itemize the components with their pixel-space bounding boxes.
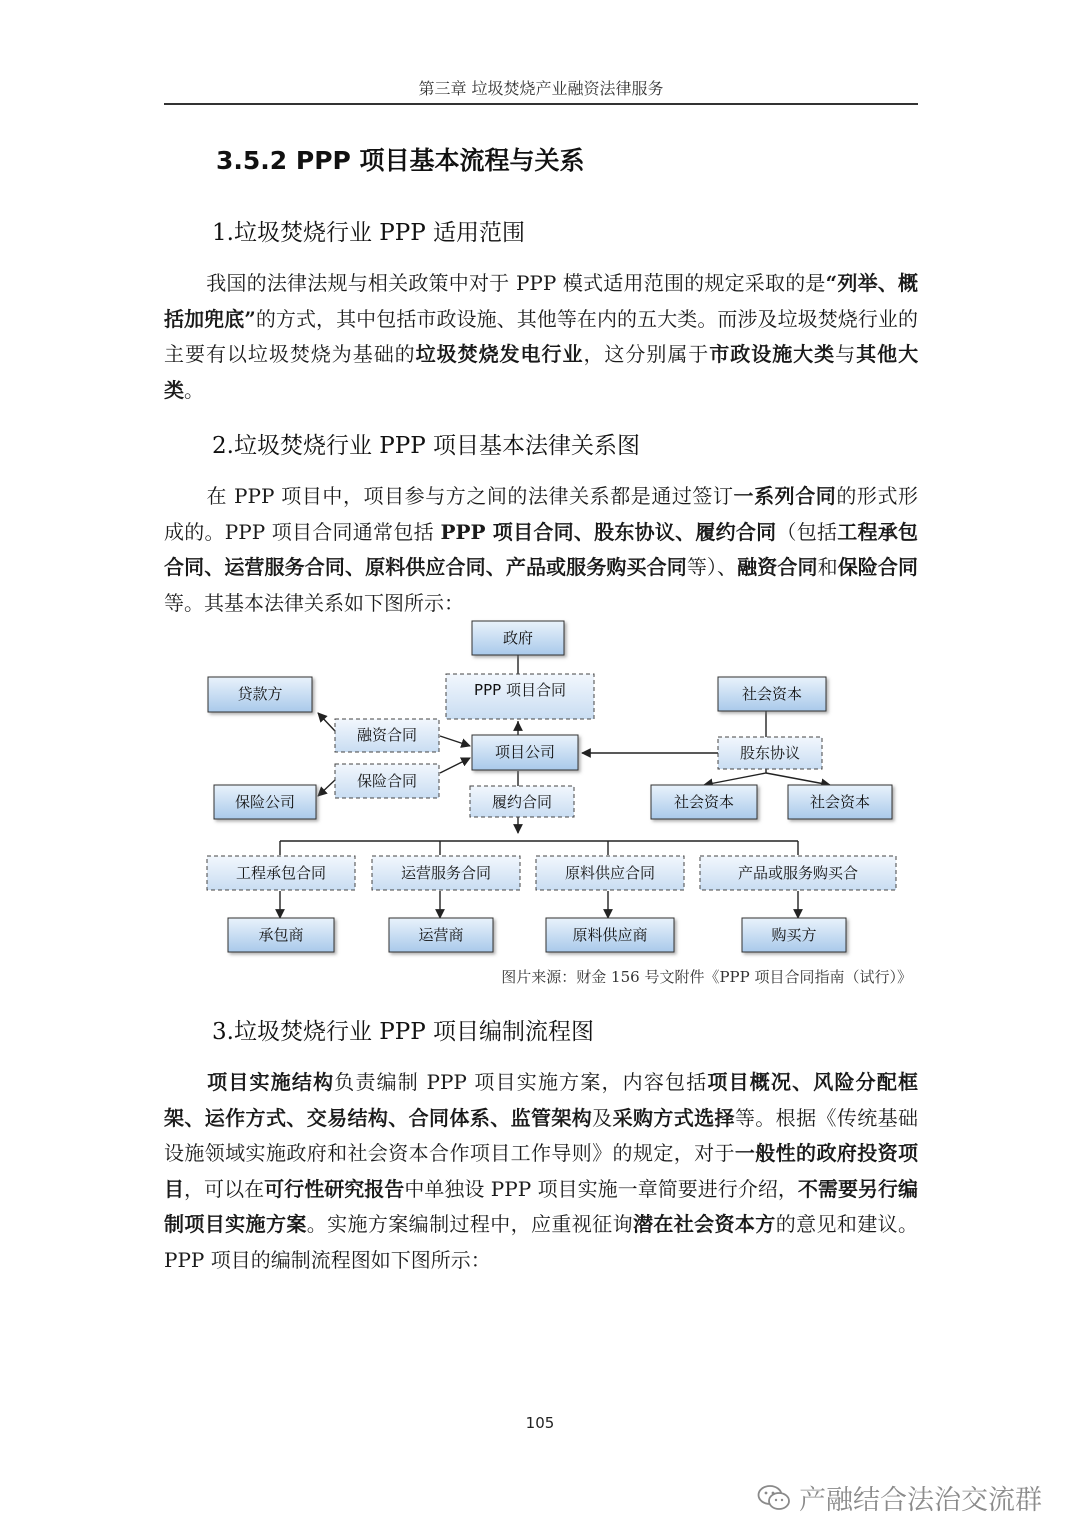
body-text: 。 (184, 377, 204, 402)
svg-text:股东协议: 股东协议 (739, 744, 801, 762)
body-text: 等。其基本法律关系如下图所示： (164, 590, 464, 615)
node-supplier (546, 918, 674, 952)
watermark (757, 1478, 1042, 1517)
contract-offtake (700, 856, 896, 890)
emphasis-text: PPP 项目合同、股东协议、履约合同 (440, 519, 777, 544)
legal-relationship-diagram (200, 618, 900, 958)
node-operator (389, 918, 493, 952)
contract-ppp (446, 674, 594, 719)
body-text: 和 (817, 555, 838, 579)
node-insurer (214, 785, 316, 819)
emphasis-text: 项目实施结构 (206, 1070, 335, 1094)
contract-performance (470, 786, 574, 817)
svg-text:社会资本: 社会资本 (741, 685, 803, 703)
emphasis-text: “列举、概括加兜底” (164, 271, 918, 331)
body-text: 的方式，其中包括市政设施、其他等在内的五大类。而涉及垃圾焚烧行业的主要有以垃圾焚烧为基础的 (164, 306, 918, 366)
svg-text:贷款方: 贷款方 (237, 685, 283, 703)
emphasis-text: 项目概况、风险分配框架、运作方式、交易结构、合同体系、监管架构 (164, 1070, 919, 1130)
svg-text:购买方: 购买方 (771, 926, 817, 944)
svg-text:社会资本: 社会资本 (809, 793, 871, 811)
body-text: （包括 (776, 519, 838, 544)
body-text: 负责编制 PPP 项目实施方案，内容包括 (334, 1070, 708, 1094)
body-text: 等。根据《传统基础设施领域实施政府和社会资本合作项目工作导则》的规定，对于 (164, 1105, 919, 1165)
body-text: 等）、 (686, 555, 738, 579)
svg-text:社会资本: 社会资本 (673, 793, 735, 811)
body-text: 我国的法律法规与相关政策中对于 PPP 模式适用范围的规定采取的是 (206, 271, 826, 295)
svg-text:项目公司: 项目公司 (494, 743, 556, 761)
node-contractor (228, 918, 334, 952)
heading-workflow: 3.垃圾焚烧行业 PPP 项目编制流程图 (212, 1019, 594, 1045)
body-text: 在 PPP 项目中，项目参与方之间的法律关系都是通过签订 (206, 484, 734, 508)
node-social-capital-left (651, 785, 757, 819)
emphasis-text: 市政设施大类 (709, 342, 836, 366)
body-text: 及 (592, 1105, 613, 1130)
header-rule (164, 103, 918, 105)
svg-text:原料供应商: 原料供应商 (572, 926, 648, 944)
contract-om (372, 856, 520, 890)
svg-text:产品或服务购买合: 产品或服务购买合 (737, 864, 859, 882)
svg-text:承包商: 承包商 (258, 926, 304, 944)
emphasis-text: 工程承包合同、运营服务合同、原料供应合同、产品或服务购买合同 (164, 519, 918, 579)
running-header: 第三章 垃圾焚烧产业融资法律服务 (418, 79, 664, 98)
svg-text:运营服务合同: 运营服务合同 (400, 864, 492, 882)
emphasis-text: 不需要另行编制项目实施方案 (164, 1176, 919, 1236)
emphasis-text: 融资合同 (737, 555, 818, 579)
body-text: ，这分别属于 (583, 342, 710, 366)
section-title: 3.5.2 PPP 项目基本流程与关系 (216, 146, 585, 175)
emphasis-text: 垃圾焚烧发电行业 (415, 342, 584, 366)
svg-text:保险公司: 保险公司 (234, 793, 296, 811)
svg-text:工程承包合同: 工程承包合同 (235, 864, 327, 882)
svg-text:政府: 政府 (502, 629, 534, 647)
svg-text:履约合同: 履约合同 (491, 793, 553, 811)
emphasis-text: 潜在社会资本方 (632, 1212, 776, 1236)
paragraph-scope (164, 266, 918, 408)
node-lender (208, 677, 312, 712)
figure-caption: 图片来源：财金 156 号文附件《PPP 项目合同指南（试行）》 (501, 968, 912, 986)
svg-text:原料供应合同: 原料供应合同 (564, 864, 656, 882)
body-text: 中单独设 PPP 项目实施一章简要进行介绍， (404, 1176, 798, 1201)
emphasis-text: 一般性的政府投资项目 (164, 1141, 919, 1201)
node-social-capital-right (788, 785, 892, 819)
body-text: 。实施方案编制过程中，应重视征询 (306, 1212, 633, 1236)
paragraph-workflow (164, 1065, 918, 1278)
svg-text:融资合同: 融资合同 (356, 726, 418, 744)
contract-financing (335, 719, 439, 752)
contract-supply (536, 856, 684, 890)
emphasis-text: 其他大类 (164, 342, 919, 402)
contract-epc (207, 856, 355, 890)
contract-shareholder (718, 737, 822, 769)
svg-text:保险合同: 保险合同 (356, 772, 418, 790)
watermark-text: 产融结合法治交流群 (799, 1485, 1042, 1516)
emphasis-text: 一系列合同 (733, 484, 837, 508)
node-buyer (742, 918, 846, 952)
emphasis-text: 保险合同 (837, 555, 919, 579)
wechat-icon (757, 1484, 791, 1512)
svg-text:运营商: 运营商 (418, 926, 464, 944)
body-text: 与 (835, 342, 857, 366)
emphasis-text: 可行性研究报告 (264, 1176, 405, 1201)
node-social-capital-top (718, 677, 826, 711)
paragraph-legal-relations (164, 479, 918, 621)
emphasis-text: 采购方式选择 (612, 1105, 735, 1130)
node-government (472, 621, 564, 655)
heading-scope: 1.垃圾焚烧行业 PPP 适用范围 (212, 220, 525, 246)
body-text: 的意见和建议。PPP 项目的编制流程图如下图所示： (164, 1212, 919, 1272)
heading-legal-relations: 2.垃圾焚烧行业 PPP 项目基本法律关系图 (212, 433, 640, 459)
body-text: ，可以在 (184, 1176, 265, 1201)
node-project-company (472, 735, 578, 770)
body-text: 的形式形成的。PPP 项目合同通常包括 (164, 484, 918, 544)
page-number: 105 (525, 1414, 555, 1432)
contract-insurance (335, 764, 439, 798)
svg-text:PPP 项目合同: PPP 项目合同 (474, 681, 566, 699)
